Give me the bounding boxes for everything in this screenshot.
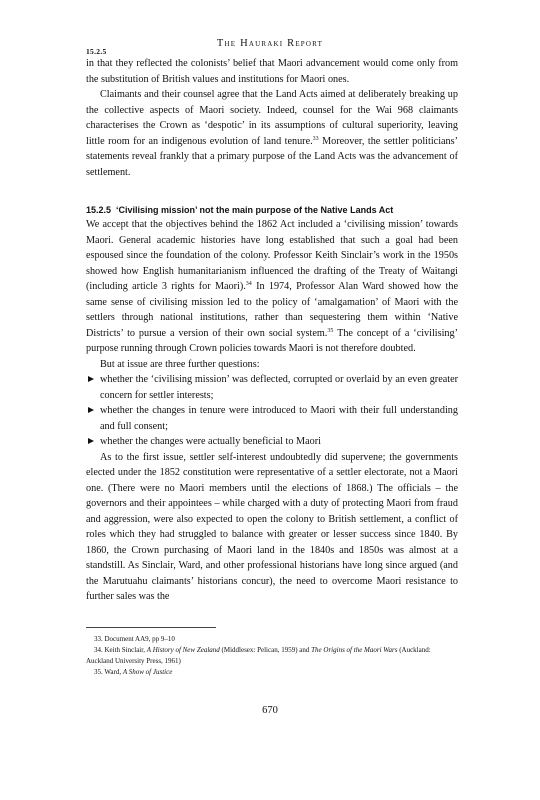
paragraph-3: We accept that the objectives behind the 1862 Act included a ‘civilising mission’ towards Maori. General academic histories have long established that such a goal had been espoused since the foundation of the colony. Professor Keith Sinclair’s work in the 1950s showed how English humanitarianism influenced the drafting of the Treaty of Waitangi (including article 3 rights for Maori).$^{34}$ In 1974, Professor Alan Ward showed how the same sense of civilising mission led to the policy of ‘amalgamation’ of Maori with the settlers through national institutions, rather than sequestering them within ‘Native Districts’ to pursue a version of their own social system.$^{35}$ The concept of a ‘civilising’ purpose running through Crown policies towards Maori is not therefore doubted. — [86, 219, 459, 354]
list-item: whether the ‘civilising mission’ was deflected, corrupted or overlaid by an even greater concern for settler interests; — [86, 372, 458, 403]
paragraph-1: in that they reflected the colonists’ belief that Maori advancement would come only from the substitution of British values and institutions for Maori ones. — [86, 58, 458, 85]
footnote-divider — [86, 627, 216, 628]
triangle-bullet-icon — [88, 376, 94, 382]
paragraph-5: As to the first issue, settler self-interest undoubtedly did supervene; the governments elected under the 1852 constitution were representative of a settler electorate, not a Maori one. (There were no Maori members until the elections of 1868.) The officials – the governors and their appointees – while charged with a duty of protecting Maori from fraud and aggression, were also expected to open the colony to British settlement, a conflict of roles which they had struggled to balance with greater or lesser success since 1840. By 1860, the Crown purchasing of Maori land in the 1840s and 1850s was almost at a standstill. As Sinclair, Ward, and other professional historians have long since argued (and the Marutuahu claimants’ historians concur), the need to overcome Maori resistance to further sales was the — [86, 451, 458, 602]
footnote-ref-34[interactable]: 34 — [245, 281, 252, 287]
section-heading — [86, 204, 458, 217]
footnote-33: 33. Document AA9, pp 9–10 — [94, 635, 175, 643]
paragraph-4: But at issue are three further questions: — [100, 358, 260, 370]
list-item: whether the changes in tenure were introduced to Maori with their full understanding and full consent; — [86, 403, 458, 434]
footnote-ref-35[interactable]: 35 — [327, 327, 334, 334]
section-number: 15.2.5 — [86, 47, 107, 56]
running-title: The Hauraki Report — [216, 38, 324, 49]
footnote-ref-33[interactable]: 33 — [312, 135, 319, 142]
footnote-35: 35. Ward, A Show of Justice — [94, 668, 173, 676]
footnote-34: 34. Keith Sinclair, A History of New Zealand (Middlesex: Pelican, 1959) and The Origins of the Maori Wars (Auckland: Auckland University Press, 1961) — [86, 646, 431, 665]
heading-text: ‘Civilising mission’ not the main purpose of the Native Lands Act — [116, 205, 394, 215]
page-number: 670 — [262, 705, 278, 716]
list-item: whether the changes were actually beneficial to Maori — [86, 434, 458, 450]
paragraph-2: Claimants and their counsel agree that the Land Acts aimed at deliberately breaking up the collective aspects of Maori society. Indeed, counsel for the Wai 968 claimants characterises the Crown as ‘despotic’ in its assumptions of cultural superiority, leaving little room for an indigenous evolution of land tenure.$^{33}$ Moreover, the settler politicians’ statements reveal frankly that a primary purpose of the Land Acts was the advancement of settlement. — [86, 89, 458, 178]
footnotes — [86, 634, 458, 678]
body-text — [86, 56, 458, 605]
triangle-bullet-icon — [88, 438, 94, 444]
question-list — [86, 372, 458, 450]
triangle-bullet-icon — [88, 407, 94, 413]
heading-number: 15.2.5 — [86, 205, 112, 215]
